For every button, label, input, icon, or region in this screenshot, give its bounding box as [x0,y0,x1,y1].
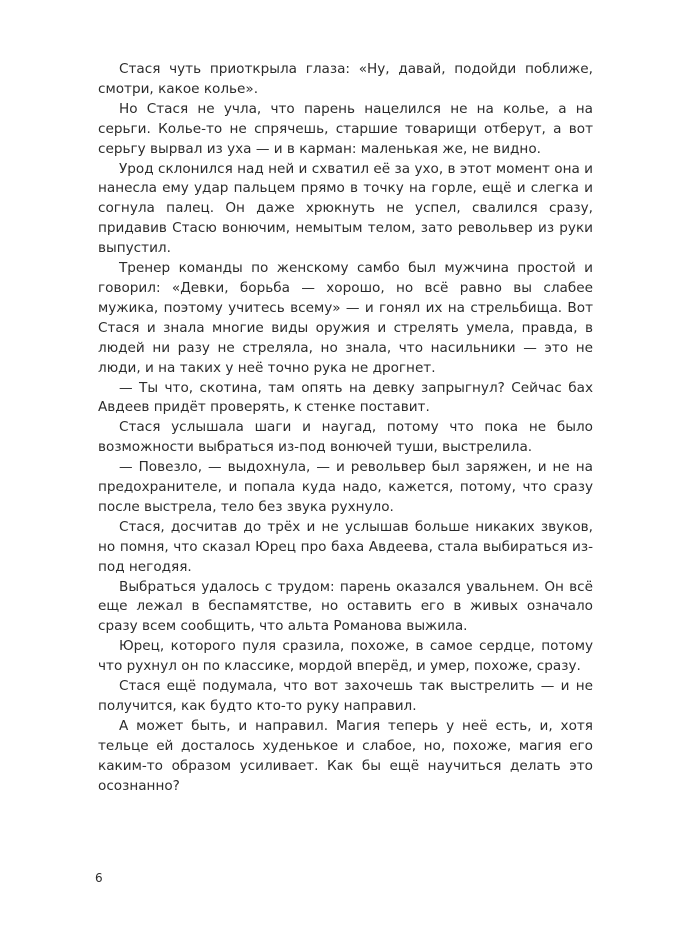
paragraph: Стася ещё подумала, что вот захочешь так выстрелить — и не получится, как будто кто-то руку направил. [98,678,593,714]
paragraph: Тренер команды по женскому самбо был мужчина простой и говорил: «Девки, борьба — хорошо, но всё равно вы слабее мужика, поэтому учитесь всему» — и гонял их на стрельбища. Вот Стася и знала многие виды оружия и стрелять умела, правда, в людей ни разу не стреляла, но знала, что насильники — это не люди, и на таких у неё точно рука не дрогнет. [98,260,593,376]
page-number: 6 [95,871,103,885]
paragraph: Стася, досчитав до трёх и не услышав больше никаких звуков, но помня, что сказал Юрец про баха Авдеева, стала выбираться из-под негодяя. [98,518,593,575]
paragraph: Но Стася не учла, что парень нацелился не на колье, а на серьги. Колье-то не спрячешь, старшие товарищи отберут, а вот серьгу вырвал из уха — и в карман: маленькая же, не видно. [98,100,593,157]
paragraph: Выбраться удалось с трудом: парень оказался увальнем. Он всё еще лежал в беспамятстве, но оставить его в живых означало сразу всем сообщить, что альта Романова выжила. [98,578,593,635]
paragraph: Юрец, которого пуля сразила, похоже, в самое сердце, потому что рухнул он по классике, мордой вперёд, и умер, похоже, сразу. [98,638,593,675]
paragraph: — Повезло, — выдохнула, — и револьвер был заряжен, и не на предохранителе, и попала куда надо, кажется, потому, что сразу после выстрела, тело без звука рухнуло. [98,459,593,515]
paragraph: А может быть, и направил. Магия теперь у неё есть, и, хотя тельце ей досталось худенькое и слабое, но, похоже, магия его каким-то образом усиливает. Как бы ещё научиться делать это осознанно? [98,717,593,794]
paragraph: Стася услышала шаги и наугад, потому что пока не было возможности выбраться из-под вонючей туши, выстрелила. [98,419,593,456]
paragraph: — Ты что, скотина, там опять на девку запрыгнул? Сейчас бах Авдеев придёт проверять, к стенке поставит. [98,379,593,416]
body-text [98,60,593,797]
paragraph: Стася чуть приоткрыла глаза: «Ну, давай, подойди поближе, смотри, какое колье». [98,61,593,97]
paragraph: Урод склонился над ней и схватил её за ухо, в этот момент она и нанесла ему удар пальцем прямо в точку на горле, ещё и слегка и согнула палец. Он даже хрюкнуть не успел, свалился сразу, придавив Стасю вонючим, немытым телом, зато револьвер из руки выпустил. [98,160,593,257]
